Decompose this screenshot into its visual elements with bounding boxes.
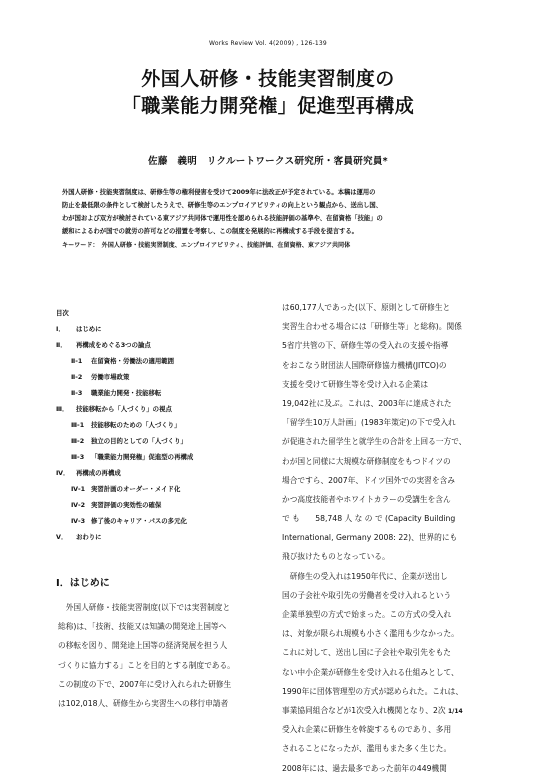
abstract-line: 緩和によるわが国での就労の許可などの措置を考察し、この制度を発展的に再構成する手段を提言する。 (62, 228, 358, 235)
toc-item-label: 実習評価の実効性の確保 (91, 501, 162, 509)
toc-item (71, 356, 174, 365)
body-text-line: 実習生合わせる場合には「研修生等」と総称)。関係 (282, 322, 462, 332)
body-text-line: 支援を受けて研修生等を受け入れる企業は (282, 379, 429, 389)
toc-item-number: Ⅱ-2 (71, 373, 83, 381)
body-text-line: かつ高度技能者やホワイトカラーの受講生を含ん (282, 494, 451, 504)
right-column (282, 298, 484, 778)
body-text-line: ない中小企業が研修生を受け入れる仕組みとして、 (282, 667, 459, 677)
body-text-line: 飛び抜けたものとなっている。 (282, 552, 390, 562)
body-text-line: づくりに協力する」ことを目的とする制度である。 (58, 660, 235, 670)
toc-item-label: 再構成の再構成 (76, 469, 121, 477)
toc-item (71, 484, 180, 493)
running-head: Works Review Vol. 4(2009) , 126-139 (209, 40, 327, 47)
section-number: Ⅰ． (56, 578, 70, 589)
body-text-line: は60,177人であった(以下、原則として研修生と (282, 303, 451, 312)
toc-item (56, 340, 151, 349)
body-text-line: をおこなう財団法人国際研修協力機構(JITCO)の (282, 360, 447, 370)
toc-item (71, 388, 161, 397)
toc-item-label: 実習計画のオーダー・メイド化 (91, 485, 181, 493)
toc-item-number: Ⅳ-2 (71, 501, 86, 509)
body-text-line: 研修生の受入れは1950年代に、企業が送出し (282, 571, 448, 581)
body-text-line: が促進された留学生と就学生の合計を上回る一方で、 (282, 437, 467, 447)
toc-item (56, 404, 172, 413)
body-text-line: されることになったが、濫用もまた多く生じた。 (282, 744, 452, 754)
toc-heading: 目次 (56, 309, 69, 317)
body-text-line: 19,042社に及ぶ。これは、2003年に達成された (282, 398, 452, 408)
body-text-line: これに対して、送出し国に子会社や取引先をもた (282, 648, 451, 658)
toc-item-number: Ⅳ． (56, 469, 70, 477)
body-text-line: 外国人研修・技能実習制度(以下では実習制度と (58, 603, 231, 612)
toc-item-label: 技能移転から「人づくり」の視点 (76, 405, 172, 413)
toc-item (71, 420, 180, 429)
toc-item-number: Ⅲ-1 (71, 421, 85, 429)
toc-item-label: はじめに (76, 325, 102, 333)
toc-item (71, 372, 129, 381)
body-text-line: は、対象が限られ規模も小さく濫用も少なかった。 (282, 629, 459, 639)
body-text-line: 1990年に団体管理型の方式が認められた。これは、 (282, 686, 464, 696)
toc-item (71, 516, 187, 525)
toc-item-number: Ⅴ． (56, 533, 68, 541)
section-title: はじめに (69, 578, 110, 589)
keywords: キーワード： 外国人研修・技能実習制度、エンプロイアビリティ、技能評価、在留資格、東アジア共同体 (62, 242, 351, 249)
body-text-line: は102,018人、研修生から実習生への移行申請者 (58, 698, 229, 708)
toc-item-label: 職業能力開発・技能移転 (91, 389, 162, 397)
body-text-line: の移転を図り、開発途上国等の経済発展を担う人 (58, 641, 228, 651)
author-line: 佐藤 義明 リクルートワークス研究所・客員研究員* (148, 156, 388, 167)
abstract-line: 防止を最低限の条件として検討したうえで、研修生等のエンプロイアビリティの向上という観点から、送出し国、 (62, 202, 383, 209)
toc-item-label: 技能移転のための「人づくり」 (91, 421, 181, 429)
toc-item-number: Ⅱ． (56, 341, 67, 349)
toc-item-label: 在留資格・労働法の適用範囲 (91, 357, 175, 365)
title-line-2: 「職業能力開発権」促進型再構成 (121, 95, 415, 117)
body-text-line: 「留学生10万人計画」(1983年策定)の下で受入れ (282, 418, 456, 428)
body-text-line: で も 58,748 人 な の で (Capacity Building (282, 514, 456, 524)
body-text-line: 国の子会社や取引先の労働者を受け入れるという (282, 590, 452, 600)
toc-item-label: 再構成をめぐる3つの論点 (76, 341, 151, 349)
toc-item-label: 労働市場政策 (91, 373, 130, 381)
left-column (58, 598, 258, 713)
body-text-line: 受入れ企業に研修生を斡旋するものであり、多用 (282, 725, 452, 735)
toc-item-number: Ⅲ． (56, 405, 69, 413)
toc-item (71, 452, 193, 461)
toc-item-number: Ⅳ-3 (71, 517, 86, 525)
body-text-line: この制度の下で、2007年に受け入れられた研修生 (58, 679, 232, 689)
body-text-line: わが国と同様に大規模な研修制度をもつドイツの (282, 456, 451, 466)
toc-item-number: Ⅲ-3 (71, 453, 85, 461)
toc-item-label: 「職業能力開発権」促進型の再構成 (91, 453, 194, 461)
toc-item-label: おわりに (76, 533, 102, 541)
body-text-line: 総称)は、「技術、技能又は知識の開発途上国等へ (58, 622, 227, 632)
toc-item (71, 500, 161, 509)
abstract (62, 186, 482, 238)
toc-item-label: 独立の目的としての「人づくり」 (91, 437, 187, 445)
body-text-line: International, Germany 2008: 22)、世界的にも (282, 533, 458, 543)
abstract-line: わが国および双方が検討されている東アジア共同体で運用性を認められる技能評価の基準や、在留資格「技能」の (62, 215, 383, 222)
toc-item (56, 532, 102, 541)
title-line-1: 外国人研修・技能実習制度の (141, 68, 395, 90)
page-number: 1/14 (448, 708, 463, 715)
toc-item-number: Ⅲ-2 (71, 437, 85, 445)
body-text-line: 2008年には、過去最多であった前年の449機関 (282, 763, 447, 773)
body-text-line: 5省庁共管の下、研修生等の受入れの支援や指導 (282, 341, 449, 351)
toc-item-label: 修了後のキャリア・パスの多元化 (91, 517, 187, 525)
toc-item-number: Ⅱ-1 (71, 357, 83, 365)
toc-item (56, 468, 121, 477)
body-text-line: 企業単独型の方式で始まった。この方式の受入れ (282, 610, 452, 619)
toc-item-number: Ⅰ． (56, 325, 65, 333)
body-text-line: 場合ですら、2007年、ドイツ国外での実習を含み (282, 475, 455, 485)
paper-title (0, 66, 536, 120)
section-heading (56, 574, 110, 589)
toc-item-number: Ⅱ-3 (71, 389, 83, 397)
body-text-line: 事業協同組合などが1次受入れ機関となり、2次 (282, 705, 446, 715)
abstract-line: 外国人研修・技能実習制度は、研修生等の権利侵害を受けて2009年に法改正が予定されている。本稿は運用の (62, 189, 376, 196)
toc-item (71, 436, 187, 445)
toc-item-number: Ⅳ-1 (71, 485, 86, 493)
toc-item (56, 324, 102, 333)
